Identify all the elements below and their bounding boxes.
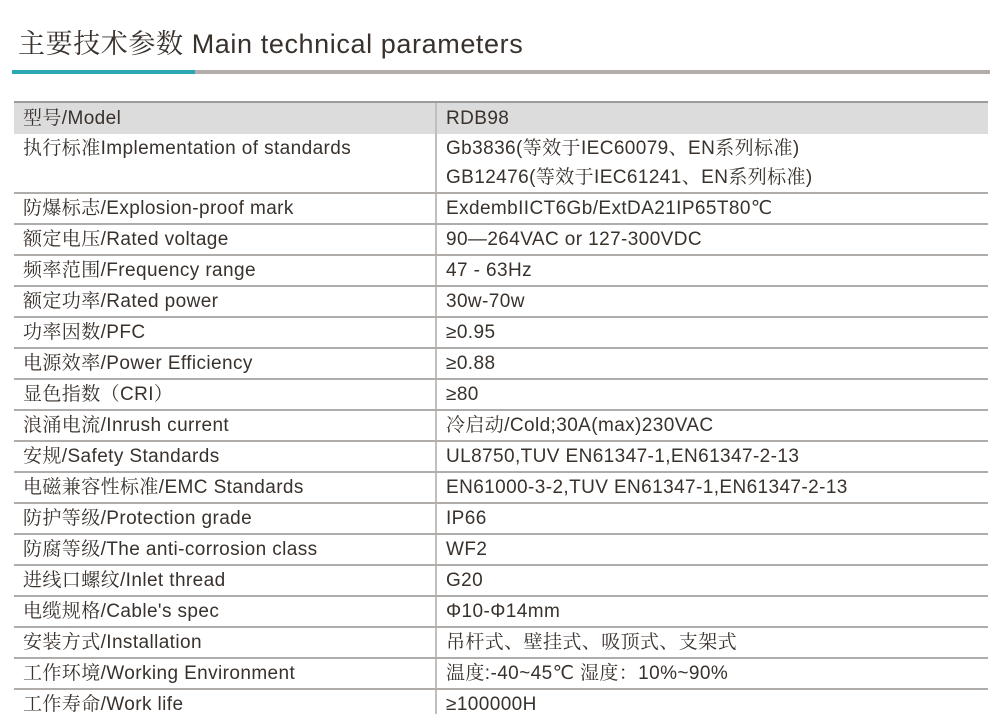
- parameter-value-line: ExdembIICT6Gb/ExtDA21IP65T80℃: [446, 198, 773, 219]
- parameter-name-cell: 工作寿命/Work life: [14, 690, 437, 714]
- table-row: [14, 103, 988, 134]
- table-row: [14, 442, 988, 473]
- parameter-name-cell: 防护等级/Protection grade: [14, 504, 437, 533]
- parameter-name-cell: 电磁兼容性标准/EMC Standards: [14, 473, 437, 502]
- parameter-name-cell: 防爆标志/Explosion-proof mark: [14, 194, 437, 223]
- parameters-table: [14, 101, 988, 714]
- parameter-name-cell: 浪涌电流/Inrush current: [14, 411, 437, 440]
- parameter-value-line: 冷启动/Cold;30A(max)230VAC: [446, 415, 714, 436]
- table-row: [14, 473, 988, 504]
- parameter-value-cell: [437, 690, 988, 714]
- table-row: [14, 566, 988, 597]
- parameter-value-line: RDB98: [446, 108, 510, 129]
- parameter-name-cell: 安规/Safety Standards: [14, 442, 437, 471]
- parameter-name-cell: 电源效率/Power Efficiency: [14, 349, 437, 378]
- parameter-value-line: ≥100000H: [446, 694, 537, 714]
- parameter-value-line: ≥0.88: [446, 353, 496, 374]
- table-row: [14, 690, 988, 714]
- table-row: [14, 628, 988, 659]
- parameter-value-line: 吊杆式、壁挂式、吸顶式、支架式: [446, 632, 738, 653]
- parameter-value-cell: [437, 442, 988, 471]
- table-row: [14, 318, 988, 349]
- parameter-name-cell: 防腐等级/The anti-corrosion class: [14, 535, 437, 564]
- parameter-value-line: IP66: [446, 508, 487, 529]
- parameter-name-cell: 频率范围/Frequency range: [14, 256, 437, 285]
- parameter-value-line: 温度:-40~45℃ 湿度：10%~90%: [446, 663, 729, 684]
- parameter-name-cell: 型号/Model: [14, 103, 437, 134]
- parameter-value-cell: [437, 194, 988, 223]
- parameter-value-line: WF2: [446, 539, 488, 560]
- parameter-value-line: ≥0.95: [446, 322, 496, 343]
- parameter-value-line: ≥80: [446, 384, 479, 405]
- title-underline: [12, 70, 990, 74]
- table-row: [14, 380, 988, 411]
- table-row: [14, 535, 988, 566]
- parameter-value-cell: [437, 411, 988, 440]
- parameter-value-cell: [437, 103, 988, 134]
- parameter-value-cell: [437, 225, 988, 254]
- parameter-value-cell: [437, 628, 988, 657]
- table-row: [14, 659, 988, 690]
- parameter-value-line: 47 - 63Hz: [446, 260, 532, 281]
- parameter-name-cell: 进线口螺纹/Inlet thread: [14, 566, 437, 595]
- parameter-value-cell: [437, 134, 988, 192]
- parameter-name-cell: 工作环境/Working Environment: [14, 659, 437, 688]
- parameter-name-cell: 额定功率/Rated power: [14, 287, 437, 316]
- page-title: 主要技术参数 Main technical parameters: [18, 29, 524, 59]
- parameter-name-cell: 电缆规格/Cable's spec: [14, 597, 437, 626]
- parameter-name-cell: 显色指数（CRI）: [14, 380, 437, 409]
- table-row: [14, 597, 988, 628]
- table-row: [14, 411, 988, 442]
- parameter-value-cell: [437, 256, 988, 285]
- parameter-name-cell: 功率因数/PFC: [14, 318, 437, 347]
- parameter-name-cell: 额定电压/Rated voltage: [14, 225, 437, 254]
- table-row: [14, 194, 988, 225]
- table-row: [14, 256, 988, 287]
- parameter-value-line: GB12476(等效于IEC61241、EN系列标准): [446, 167, 813, 188]
- parameter-value-cell: [437, 380, 988, 409]
- parameter-value-line: 30w-70w: [446, 291, 525, 312]
- parameter-value-line: G20: [446, 570, 484, 591]
- parameter-value-cell: [437, 566, 988, 595]
- parameter-value-line: EN61000-3-2,TUV EN61347-1,EN61347-2-13: [446, 477, 848, 498]
- parameter-value-line: Φ10-Φ14mm: [446, 601, 561, 622]
- table-row: [14, 225, 988, 256]
- parameter-value-cell: [437, 597, 988, 626]
- parameter-name-cell: 安装方式/Installation: [14, 628, 437, 657]
- parameter-value-cell: [437, 659, 988, 688]
- title-underline-accent: [12, 70, 195, 74]
- parameter-value-line: Gb3836(等效于IEC60079、EN系列标准): [446, 138, 800, 159]
- parameter-value-cell: [437, 318, 988, 347]
- table-row: [14, 287, 988, 318]
- table-row: [14, 134, 988, 194]
- parameter-value-line: UL8750,TUV EN61347-1,EN61347-2-13: [446, 446, 800, 467]
- parameter-value-cell: [437, 535, 988, 564]
- parameter-value-cell: [437, 287, 988, 316]
- parameter-name-cell: 执行标准Implementation of standards: [14, 134, 437, 192]
- parameter-value-cell: [437, 349, 988, 378]
- parameter-value-line: 90—264VAC or 127-300VDC: [446, 229, 702, 250]
- parameter-value-cell: [437, 504, 988, 533]
- parameter-value-cell: [437, 473, 988, 502]
- table-row: [14, 349, 988, 380]
- table-row: [14, 504, 988, 535]
